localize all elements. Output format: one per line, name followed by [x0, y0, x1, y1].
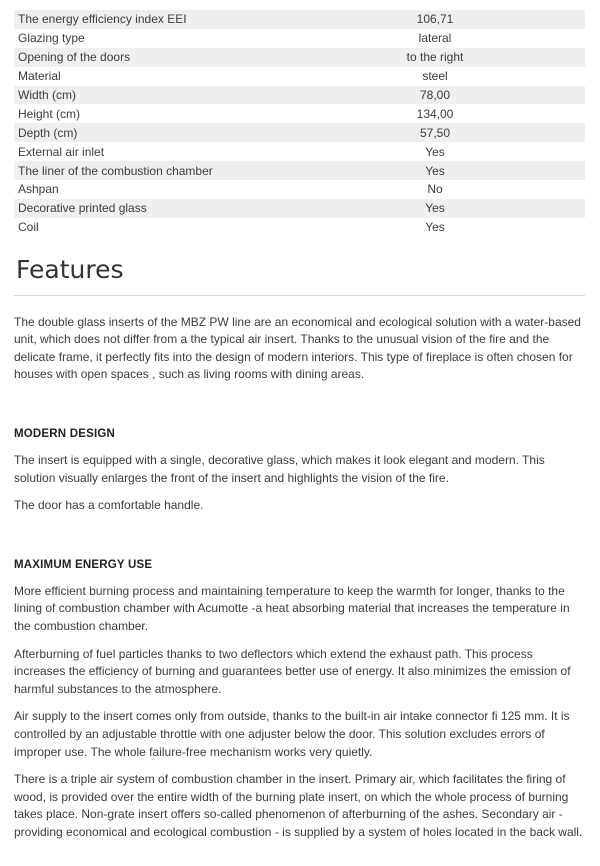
spec-label: External air inlet [18, 144, 105, 159]
spec-value: to the right [331, 48, 585, 67]
features-divider [14, 295, 585, 296]
spec-value: Yes [331, 161, 585, 180]
table-row [14, 10, 585, 29]
table-row [14, 123, 585, 142]
table-row [14, 142, 585, 161]
spec-value: Yes [425, 144, 445, 159]
spec-value: 106,71 [331, 10, 585, 29]
spec-label: Ashpan [18, 182, 59, 197]
spec-value: 134,00 [416, 106, 454, 121]
table-row [14, 29, 585, 48]
modern-design-paragraph: The insert is equipped with a single, decorative glass, which makes it look elegant and modern. This solution visually enlarges the front of the insert and highlights the vision of the fire. [14, 453, 545, 485]
spec-value: 78,00 [331, 86, 585, 105]
spec-label: Coil [18, 220, 39, 235]
spec-label: Width (cm) [14, 86, 331, 105]
spec-value: No [427, 182, 443, 197]
spec-label: Material [18, 69, 61, 84]
spec-value: lateral [418, 31, 452, 46]
max-energy-paragraph: There is a triple air system of combustion chamber in the insert. Primary air, which facilitates the firing of wood, is provided over the entire width of the burning plate insert, on which the whole process of burning takes place. Non-grate insert offers so-called phenomenon of afterburning of the ashes. Secondary air - providing economical and ecological combustion - is supplied by a system of holes located in the back wall. [14, 772, 583, 839]
features-intro: The double glass inserts of the MBZ PW line are an economical and ecological solution with a water-based unit, which does not differ from a the typical air insert. Thanks to the unusual vision of the fire and the delicate frame, it perfectly fits into the design of modern interiors. This type of fireplace is often chosen for houses with open spaces , such as living rooms with dining areas. [14, 314, 581, 382]
table-row [14, 161, 585, 180]
features-title: Features [16, 254, 124, 284]
spec-value: Yes [331, 199, 585, 218]
table-row [14, 199, 585, 218]
spec-label: Glazing type [18, 31, 85, 46]
specs-table [14, 10, 585, 237]
table-row [14, 180, 585, 199]
table-row [14, 104, 585, 123]
spec-value: Yes [425, 220, 445, 235]
spec-value: steel [422, 69, 448, 84]
spec-value: 57,50 [331, 123, 585, 142]
max-energy-heading: MAXIMUM ENERGY USE [14, 558, 153, 571]
table-row [14, 86, 585, 105]
spec-label: Height (cm) [18, 106, 81, 121]
max-energy-paragraph: Air supply to the insert comes only from outside, thanks to the built-in air intake connector fi 125 mm. It is controlled by an adjustable throttle with one adjuster below the door. This solution excludes errors of improper use. The whole failure-free mechanism works very quietly. [14, 709, 570, 759]
spec-label: Depth (cm) [14, 123, 331, 142]
table-row [14, 48, 585, 67]
max-energy-paragraph: Afterburning of fuel particles thanks to two deflectors which extend the exhaust path. This process increases the efficiency of burning and guarantees better use of energy. It also minimizes the emission of harmful substances to the atmosphere. [14, 646, 571, 696]
max-energy-paragraph: More efficient burning process and maintaining temperature to keep the warmth for longer, thanks to the lining of combustion chamber with Acumotte -a heat absorbing material that increases the temperature in the combustion chamber. [14, 583, 570, 634]
table-row [14, 218, 585, 237]
modern-design-paragraph: The door has a comfortable handle. [14, 498, 204, 513]
spec-label: Decorative printed glass [14, 199, 331, 218]
table-row [14, 67, 585, 86]
spec-label: Opening of the doors [14, 48, 331, 67]
modern-design-heading: MODERN DESIGN [14, 428, 115, 441]
spec-label: The energy efficiency index EEI [14, 10, 331, 29]
spec-label: The liner of the combustion chamber [14, 161, 331, 180]
